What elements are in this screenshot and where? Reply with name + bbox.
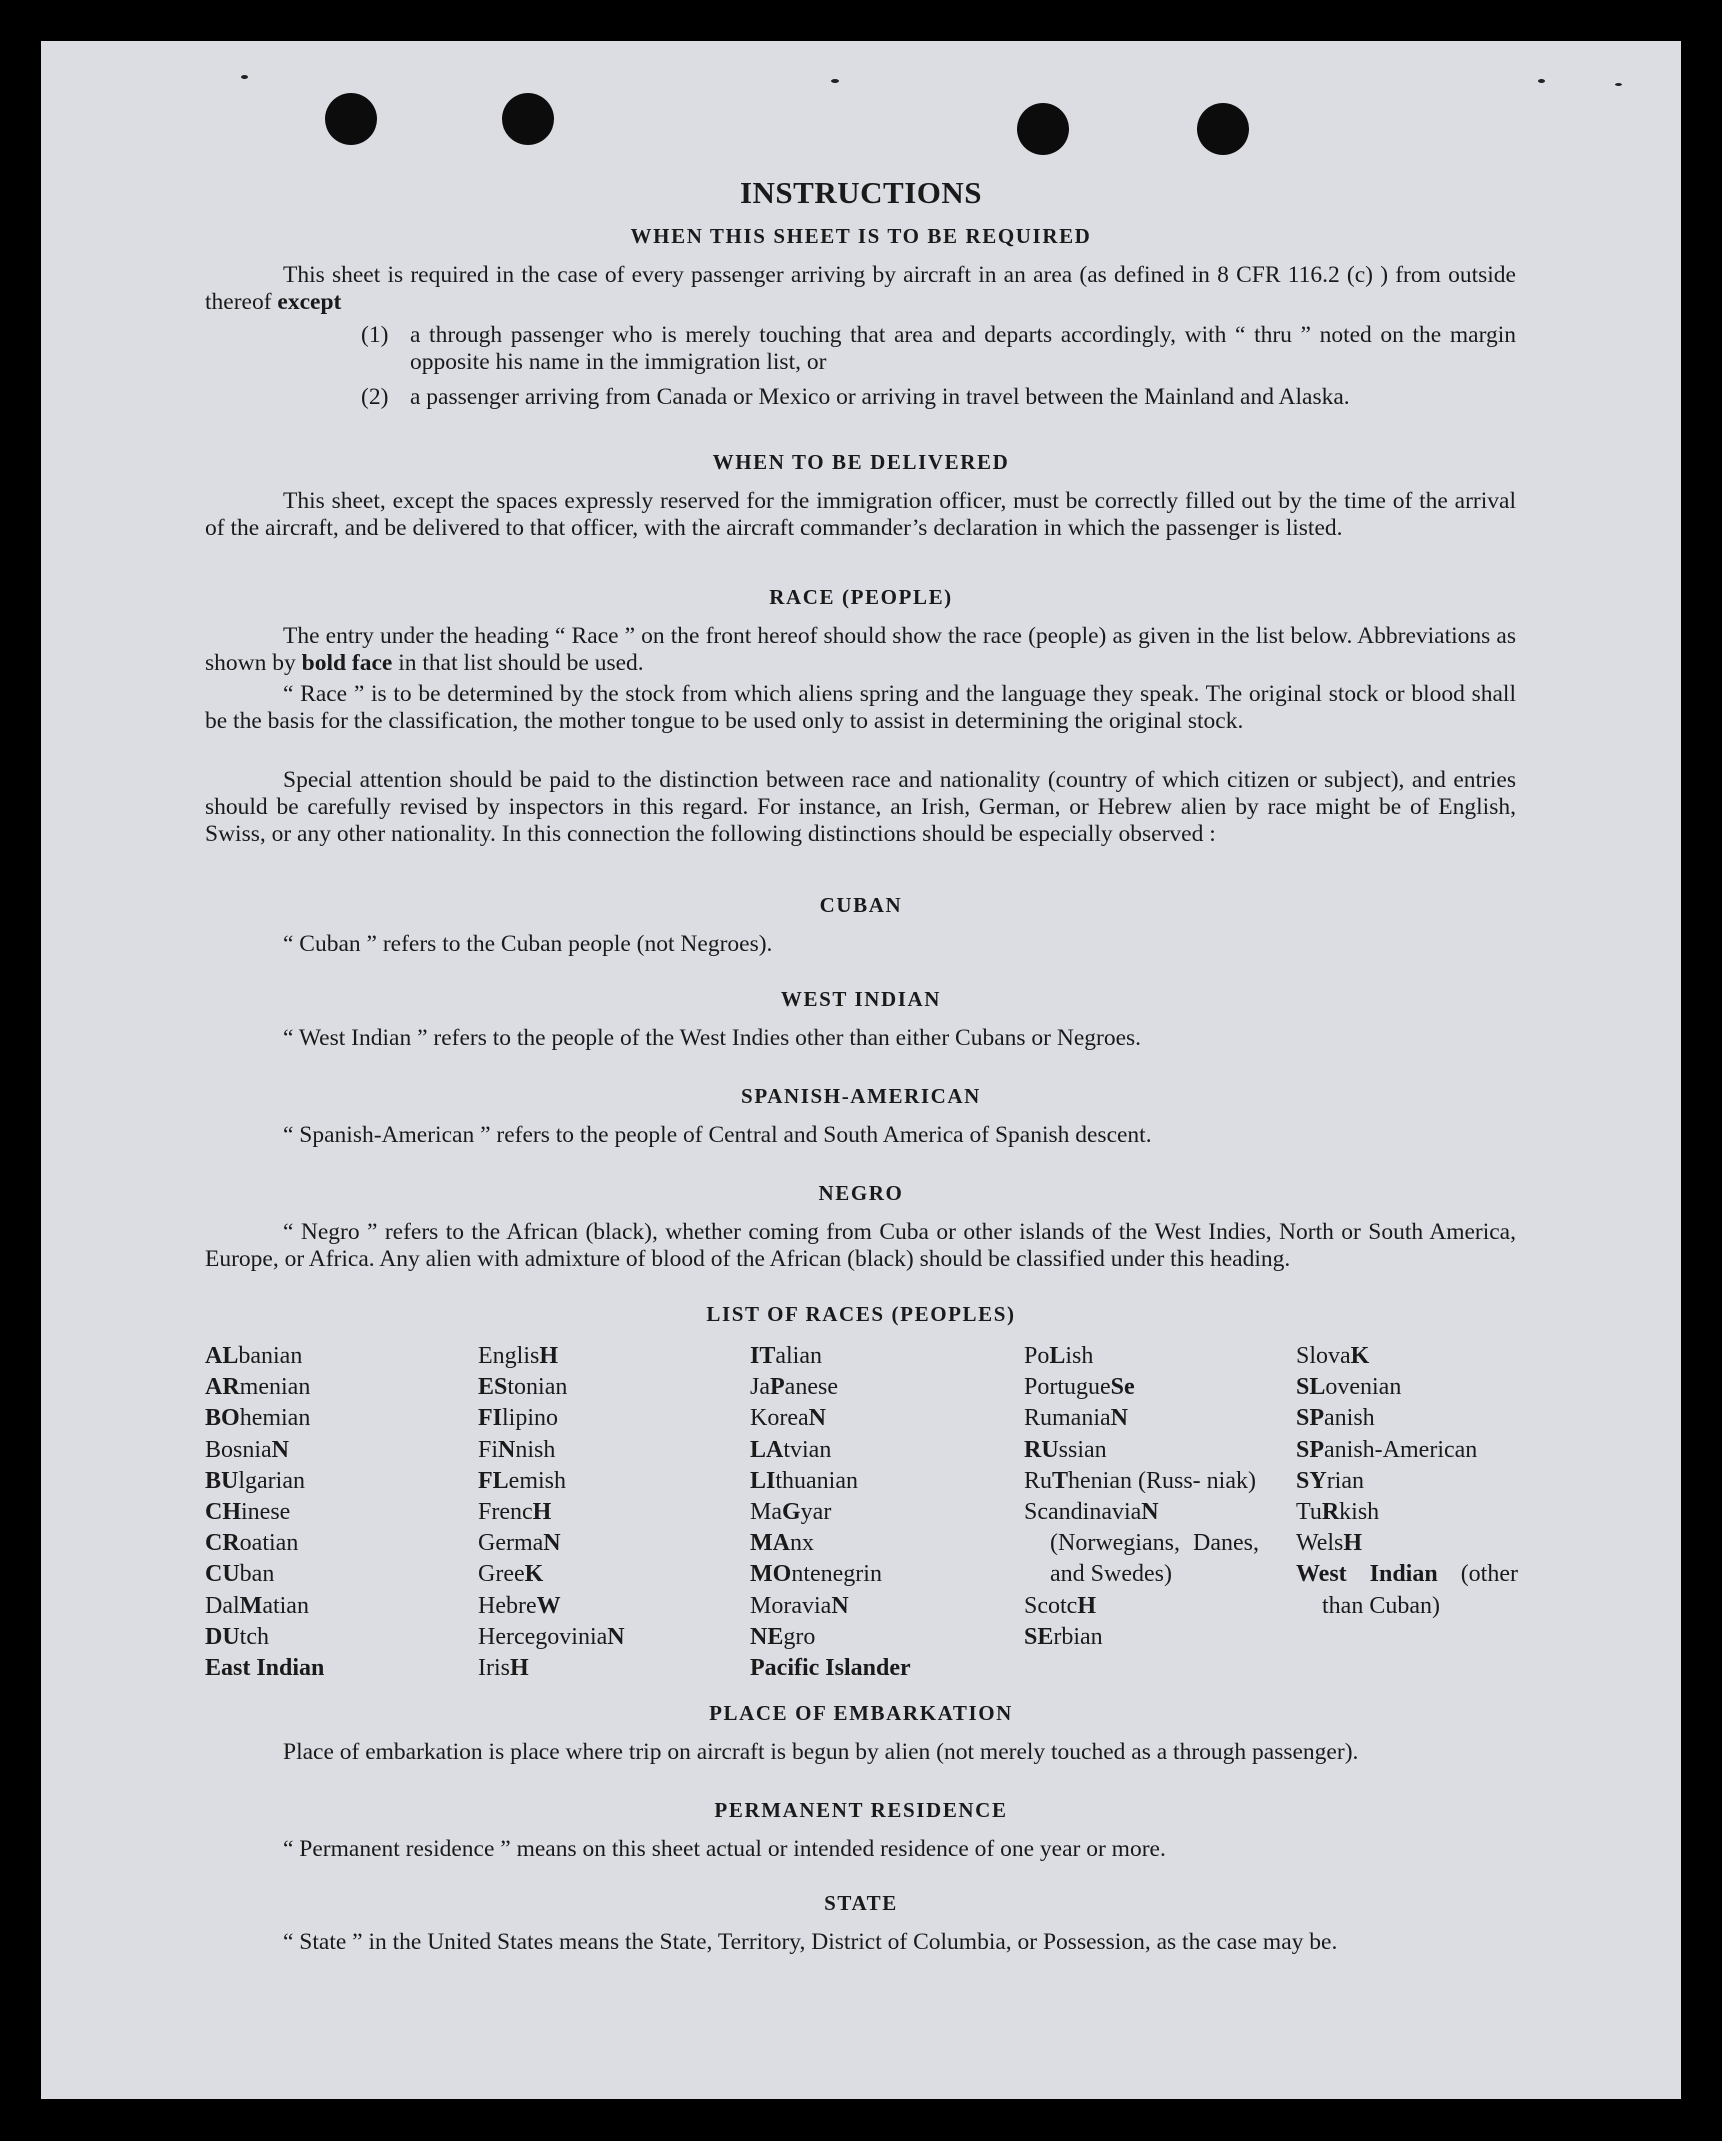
- document-sheet: [41, 41, 1681, 2099]
- page-title: INSTRUCTIONS: [739, 175, 982, 210]
- race-entry: HercegoviniaN: [478, 1623, 625, 1650]
- race-column: [478, 1341, 733, 1684]
- race-entry: DalMatian: [205, 1592, 309, 1619]
- section-heading: WHEN TO BE DELIVERED: [712, 450, 1010, 474]
- scan-speck: [1615, 83, 1622, 86]
- race-entry: GreeK: [478, 1561, 544, 1588]
- paragraph: “ State ” in the United States means the State, Territory, District of Columbia, or Possession, as the case may be.: [283, 1929, 1338, 1955]
- race-entry: SPanish-American: [1296, 1436, 1478, 1463]
- paragraph: The entry under the heading “ Race ” on the front hereof should show the race (people) as given in the list below. Abbreviations as shown by bold face in that list should be used.: [205, 623, 1516, 676]
- section-heading: SPANISH-AMERICAN: [741, 1084, 981, 1108]
- race-entry: LAtvian: [750, 1436, 832, 1463]
- race-entry: ITalian: [750, 1343, 822, 1369]
- race-entry: CRoatian: [205, 1530, 299, 1557]
- race-entry: SLovenian: [1296, 1374, 1402, 1401]
- race-entry: PoLish: [1024, 1343, 1094, 1369]
- race-entry: ScotcH: [1024, 1592, 1096, 1619]
- race-entry: CUban: [205, 1561, 275, 1588]
- section-heading: STATE: [824, 1891, 898, 1915]
- list-item: [361, 322, 1516, 376]
- paragraph: “ Permanent residence ” means on this sheet actual or intended residence of one year or more.: [283, 1836, 1166, 1862]
- race-entry: RuThenian (Russ- niak): [1024, 1467, 1256, 1494]
- punch-hole: [1017, 103, 1069, 155]
- race-entry: IrisH: [478, 1655, 529, 1682]
- race-entry: ALbanian: [205, 1343, 303, 1369]
- race-entry: FLemish: [478, 1467, 566, 1494]
- race-entry: SYrian: [1296, 1467, 1364, 1494]
- punch-hole: [502, 93, 554, 145]
- item-number: (1): [361, 322, 389, 348]
- race-entry: RUssian: [1024, 1436, 1107, 1463]
- race-entry: NEgro: [750, 1623, 816, 1650]
- scan-speck: [241, 75, 248, 79]
- race-entry: BosniaN: [205, 1436, 290, 1463]
- race-column: [750, 1341, 1005, 1684]
- race-entry: Pacific Islander: [750, 1655, 911, 1682]
- race-entry: SlovaK: [1296, 1343, 1370, 1369]
- section-heading: PERMANENT RESIDENCE: [714, 1798, 1008, 1822]
- race-entry: MoraviaN: [750, 1592, 849, 1619]
- punch-hole: [325, 93, 377, 145]
- item-text: a through passenger who is merely touching that area and departs accordingly, with “ thru ” noted on the margin opposite his name in the immigration list, or: [410, 322, 1516, 375]
- race-entry: EStonian: [478, 1374, 568, 1401]
- race-column: [1296, 1341, 1518, 1622]
- section-heading: RACE (PEOPLE): [769, 585, 953, 609]
- race-entry: FrencH: [478, 1499, 552, 1526]
- race-column: [205, 1341, 460, 1684]
- race-entry: East Indian: [205, 1655, 325, 1682]
- race-entry: KoreaN: [750, 1405, 826, 1432]
- race-entry: CHinese: [205, 1499, 291, 1526]
- race-entry: LIthuanian: [750, 1467, 858, 1494]
- race-entry: SErbian: [1024, 1623, 1103, 1650]
- item-number: (2): [361, 384, 389, 410]
- race-entry: TuRkish: [1296, 1499, 1380, 1526]
- section-heading: LIST OF RACES (PEOPLES): [706, 1302, 1016, 1326]
- paragraph: “ Race ” is to be determined by the stock from which aliens spring and the language they speak. The original stock or blood shall be the basis for the classification, the mother tongue to be used only to assist in determining the original stock.: [205, 681, 1516, 734]
- race-entry: FIlipino: [478, 1405, 559, 1432]
- section-heading: CUBAN: [819, 893, 903, 917]
- paragraph: “ Negro ” refers to the African (black), whether coming from Cuba or other islands of the West Indies, North or South America, Europe, or Africa. Any alien with admixture of blood of the African (black) should be classified under this heading.: [205, 1219, 1516, 1272]
- race-entry: EnglisH: [478, 1343, 559, 1369]
- scan-speck: [831, 79, 839, 83]
- race-entry: SPanish: [1296, 1405, 1375, 1432]
- paragraph: This sheet is required in the case of every passenger arriving by aircraft in an area (as defined in 8 CFR 116.2 (c) ) from outside thereof except: [205, 262, 1516, 315]
- race-entry: BUlgarian: [205, 1467, 305, 1494]
- race-entry: ScandinaviaN (Norwegians, Danes, and Swedes): [1024, 1499, 1259, 1588]
- race-column: [1024, 1341, 1259, 1653]
- paragraph: Special attention should be paid to the distinction between race and nationality (country of which citizen or subject), and entries should be carefully revised by inspectors in this regard. For instance, an Irish, German, or Hebrew alien by race might be of English, Swiss, or any other nationality. In this connection the following distinctions should be especially observed :: [205, 767, 1516, 847]
- section-heading: PLACE OF EMBARKATION: [709, 1701, 1013, 1725]
- race-entry: GermaN: [478, 1530, 561, 1557]
- race-entry: BOhemian: [205, 1405, 311, 1432]
- paragraph: “ Cuban ” refers to the Cuban people (not Negroes).: [283, 931, 773, 957]
- race-entry: PortugueSe: [1024, 1374, 1135, 1401]
- section-heading: NEGRO: [818, 1181, 904, 1205]
- paragraph: “ Spanish-American ” refers to the people of Central and South America of Spanish descent.: [283, 1122, 1152, 1148]
- paragraph: “ West Indian ” refers to the people of the West Indies other than either Cubans or Negroes.: [283, 1025, 1142, 1051]
- section-heading: WEST INDIAN: [780, 987, 942, 1011]
- race-entry: DUtch: [205, 1623, 269, 1650]
- section-heading: WHEN THIS SHEET IS TO BE REQUIRED: [630, 224, 1092, 248]
- race-entry: West Indian (other than Cuban): [1296, 1561, 1518, 1619]
- item-text: a passenger arriving from Canada or Mexico or arriving in travel between the Mainland and Alaska.: [410, 384, 1350, 410]
- race-entry: RumaniaN: [1024, 1405, 1128, 1432]
- race-entry: MaGyar: [750, 1499, 832, 1526]
- race-entry: FiNnish: [478, 1436, 556, 1463]
- paragraph: Place of embarkation is place where trip on aircraft is begun by alien (not merely touched as a through passenger).: [283, 1739, 1359, 1765]
- punch-hole: [1197, 103, 1249, 155]
- race-entry: JaPanese: [750, 1374, 838, 1401]
- paragraph: This sheet, except the spaces expressly reserved for the immigration officer, must be correctly filled out by the time of the arrival of the aircraft, and be delivered to that officer, with the aircraft commander’s declaration in which the passenger is listed.: [205, 488, 1516, 541]
- race-entry: MOntenegrin: [750, 1561, 882, 1588]
- race-entry: HebreW: [478, 1592, 561, 1619]
- race-entry: ARmenian: [205, 1374, 311, 1401]
- scan-speck: [1538, 79, 1545, 83]
- list-item: [361, 384, 1516, 411]
- race-entry: MAnx: [750, 1530, 814, 1557]
- race-entry: WelsH: [1296, 1530, 1363, 1557]
